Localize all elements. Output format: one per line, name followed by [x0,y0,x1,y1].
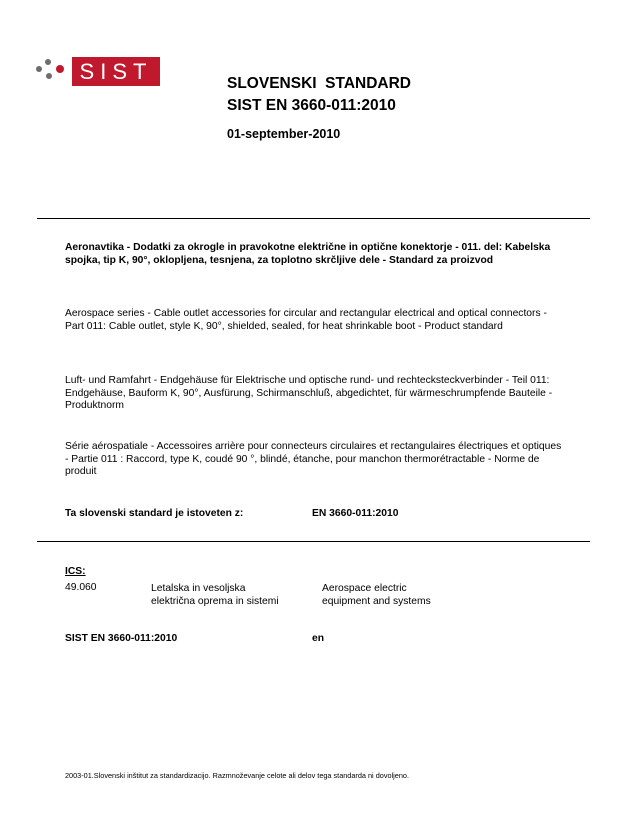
title-english: Aerospace series - Cable outlet accessories for circular and rectangular electrical and optical connectors - Part 011: Cable outlet, style K, 90°, shielded, sealed, for heat shrinkable boot - Product standard [65,308,547,332]
logo-dot [36,66,42,72]
ics-code: 49.060 [65,582,97,593]
logo-dot [46,73,52,79]
publication-date: 01-september-2010 [227,127,341,141]
ics-description-english [322,582,492,608]
divider-top [37,218,590,219]
logo-dot-red [56,65,64,73]
ics-description-slovenian [151,582,321,608]
sist-logo [36,57,166,87]
logo-dot [45,59,51,65]
standard-code: SIST EN 3660-011:2010 [227,97,396,114]
bottom-standard-code: SIST EN 3660-011:2010 [65,633,178,644]
ics-sl-line2: električna oprema in sistemi [151,596,279,607]
ics-en-line2: equipment and systems [322,596,431,607]
title-french: Série aérospatiale - Accessoires arrière pour connecteurs circulaires et rectangulaires électriques et optiques - Partie 011 : Raccord, type K, coudé 90 °, blindé, étanche, pour manchon thermorétractable - Norme de produit [65,441,562,477]
logo-wordmark: SIST [72,57,160,86]
ics-sl-line1: Letalska in vesoljska [151,583,246,594]
title-slovenian: Aeronavtika - Dodatki za okrogle in pravokotne električne in optične konektorje - 011. del: Kabelska spojka, tip K, 90°, oklopljena, tesnjena, za toplotno skrčljive dele - Standard za proizvod [65,242,551,266]
language-code: en [312,633,325,644]
ics-label: ICS: [65,566,86,577]
document-type-title: SLOVENSKI STANDARD [227,75,412,92]
divider-middle [37,541,590,542]
title-german: Luft- und Ramfahrt - Endgehäuse für Elektrische und optische rund- und rechtecksteckverbinder - Teil 011: Endgehäuse, Bauform K, 90°, Ausfürung, Schirmanschluß, abgedichtet, für wärmeschrumpfende Bauteile - Produktnorm [65,375,553,411]
ics-en-line1: Aerospace electric [322,583,407,594]
identical-value: EN 3660-011:2010 [312,508,399,519]
copyright-footer: 2003-01.Slovenski inštitut za standardizacijo. Razmnoževanje celote ali delov tega standarda ni dovoljeno. [65,771,409,780]
identical-label: Ta slovenski standard je istoveten z: [65,508,244,519]
